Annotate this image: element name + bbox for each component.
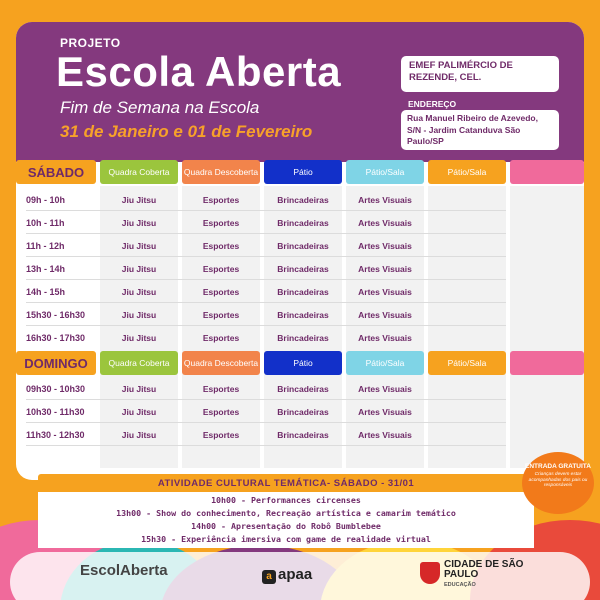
col-patio: Pátio <box>264 351 342 375</box>
patio-sala-cell: Artes Visuais <box>358 217 412 228</box>
col-extra <box>510 351 584 375</box>
time-cell: 11h30 - 12h30 <box>26 429 85 440</box>
col-quadra-descoberta: Quadra Descoberta <box>182 160 260 184</box>
col-quadra-coberta: Quadra Coberta <box>100 351 178 375</box>
schedule-card <box>16 22 584 480</box>
col-patio-sala-2: Pátio/Sala <box>428 351 506 375</box>
col-patio-sala-2: Pátio/Sala <box>428 160 506 184</box>
patio-sala-cell: Artes Visuais <box>358 332 412 343</box>
time-cell: 09h30 - 10h30 <box>26 383 86 394</box>
table-row <box>16 326 584 349</box>
patio-sala-cell: Artes Visuais <box>358 263 412 274</box>
activity-item: 14h00 - Apresentação do Robô Bumblebee <box>191 521 381 531</box>
activity-panel <box>38 492 534 548</box>
time-cell: 10h30 - 11h30 <box>26 406 85 417</box>
page-title: Escola Aberta <box>56 48 342 95</box>
activity-title: ATIVIDADE CULTURAL TEMÁTICA- SÁBADO - 31/01 <box>38 474 534 492</box>
row-divider <box>26 399 506 400</box>
patio-sala-cell: Artes Visuais <box>358 406 412 417</box>
col-extra <box>510 160 584 184</box>
badge-note: Crianças devem estar acompanhadas dos pais ou responsáveis <box>528 472 588 488</box>
quadra-coberta-cell: Jiu Jitsu <box>121 263 157 274</box>
col-patio-sala: Pátio/Sala <box>346 351 424 375</box>
event-dates: 31 de Janeiro e 01 de Fevereiro <box>60 122 313 141</box>
logo-sp-sub: EDUCAÇÃO <box>444 582 476 588</box>
quadra-descoberta-cell: Esportes <box>202 240 240 251</box>
quadra-descoberta-cell: Esportes <box>202 406 240 417</box>
quadra-coberta-cell: Jiu Jitsu <box>121 286 157 297</box>
patio-sala-cell: Artes Visuais <box>358 429 412 440</box>
header-banner <box>16 22 584 162</box>
quadra-coberta-cell: Jiu Jitsu <box>121 309 157 320</box>
table-row <box>16 211 584 234</box>
patio-cell: Brincadeiras <box>277 309 329 320</box>
col-quadra-coberta: Quadra Coberta <box>100 160 178 184</box>
logo-escola-aberta <box>80 562 168 579</box>
time-cell: 14h - 15h <box>26 286 66 297</box>
logo-sp-text: CIDADE DE SÃO PAULO <box>444 559 524 580</box>
patio-sala-cell: Artes Visuais <box>358 194 412 205</box>
row-divider <box>26 445 506 446</box>
logo-escola-aberta-text: EscolAberta <box>80 562 168 579</box>
quadra-coberta-cell: Jiu Jitsu <box>121 383 157 394</box>
sunday-header-row <box>16 351 584 375</box>
school-name-box: EMEF PALIMÉRCIO DE REZENDE, CEL. <box>401 56 559 92</box>
saturday-header-row <box>16 160 584 184</box>
quadra-descoberta-cell: Esportes <box>202 309 240 320</box>
patio-sala-cell: Artes Visuais <box>358 309 412 320</box>
patio-sala-cell: Artes Visuais <box>358 383 412 394</box>
sunday-label: DOMINGO <box>16 351 96 375</box>
patio-sala-cell: Artes Visuais <box>358 240 412 251</box>
col-patio: Pátio <box>264 160 342 184</box>
time-cell: 15h30 - 16h30 <box>26 309 86 320</box>
quadra-descoberta-cell: Esportes <box>202 217 240 228</box>
activity-item: 15h30 - Experiência imersiva com game de realidade virtual <box>141 534 431 544</box>
quadra-descoberta-cell: Esportes <box>202 429 240 440</box>
time-cell: 09h - 10h <box>26 194 66 205</box>
patio-cell: Brincadeiras <box>277 406 329 417</box>
free-entry-badge <box>522 452 594 514</box>
table-row <box>16 280 584 303</box>
quadra-coberta-cell: Jiu Jitsu <box>121 217 157 228</box>
row-divider <box>26 233 506 234</box>
patio-cell: Brincadeiras <box>277 194 329 205</box>
row-divider <box>26 279 506 280</box>
sp-coat-of-arms-icon <box>420 562 440 584</box>
patio-cell: Brincadeiras <box>277 240 329 251</box>
table-row <box>16 303 584 326</box>
logo-apaa-text: apaa <box>278 566 313 583</box>
patio-cell: Brincadeiras <box>277 286 329 297</box>
apaa-mark-icon: a <box>262 570 276 584</box>
patio-cell: Brincadeiras <box>277 429 329 440</box>
quadra-coberta-cell: Jiu Jitsu <box>121 429 157 440</box>
time-cell: 13h - 14h <box>26 263 66 274</box>
row-divider <box>26 422 506 423</box>
quadra-coberta-cell: Jiu Jitsu <box>121 194 157 205</box>
time-cell: 11h - 12h <box>26 240 65 251</box>
table-row <box>16 377 584 400</box>
table-row <box>16 234 584 257</box>
row-divider <box>26 210 506 211</box>
page-subtitle: Fim de Semana na Escola <box>60 98 260 117</box>
table-row <box>16 400 584 423</box>
quadra-coberta-cell: Jiu Jitsu <box>121 240 157 251</box>
badge-title: ENTRADA GRATUITA <box>525 463 591 470</box>
table-row <box>16 423 584 446</box>
quadra-descoberta-cell: Esportes <box>202 383 240 394</box>
row-divider <box>26 325 506 326</box>
time-cell: 10h - 11h <box>26 217 65 228</box>
project-kicker: PROJETO <box>60 36 121 50</box>
table-row <box>16 257 584 280</box>
row-divider <box>26 256 506 257</box>
table-row <box>16 188 584 211</box>
col-quadra-descoberta: Quadra Descoberta <box>182 351 260 375</box>
patio-cell: Brincadeiras <box>277 332 329 343</box>
patio-sala-cell: Artes Visuais <box>358 286 412 297</box>
logo-apaa <box>262 566 312 584</box>
address-label: ENDEREÇO <box>408 99 457 109</box>
saturday-label: SÁBADO <box>16 160 96 184</box>
quadra-descoberta-cell: Esportes <box>202 332 240 343</box>
row-divider <box>26 302 506 303</box>
activity-item: 10h00 - Performances circenses <box>211 495 361 505</box>
time-cell: 16h30 - 17h30 <box>26 332 86 343</box>
address-box: Rua Manuel Ribeiro de Azevedo, S/N - Jardim Catanduva São Paulo/SP <box>401 110 559 150</box>
quadra-coberta-cell: Jiu Jitsu <box>121 406 157 417</box>
activity-item: 13h00 - Show do conhecimento, Recreação artística e camarim temático <box>116 508 456 518</box>
patio-cell: Brincadeiras <box>277 383 329 394</box>
patio-cell: Brincadeiras <box>277 263 329 274</box>
quadra-descoberta-cell: Esportes <box>202 286 240 297</box>
col-patio-sala: Pátio/Sala <box>346 160 424 184</box>
quadra-descoberta-cell: Esportes <box>202 194 240 205</box>
patio-cell: Brincadeiras <box>277 217 329 228</box>
quadra-coberta-cell: Jiu Jitsu <box>121 332 157 343</box>
quadra-descoberta-cell: Esportes <box>202 263 240 274</box>
